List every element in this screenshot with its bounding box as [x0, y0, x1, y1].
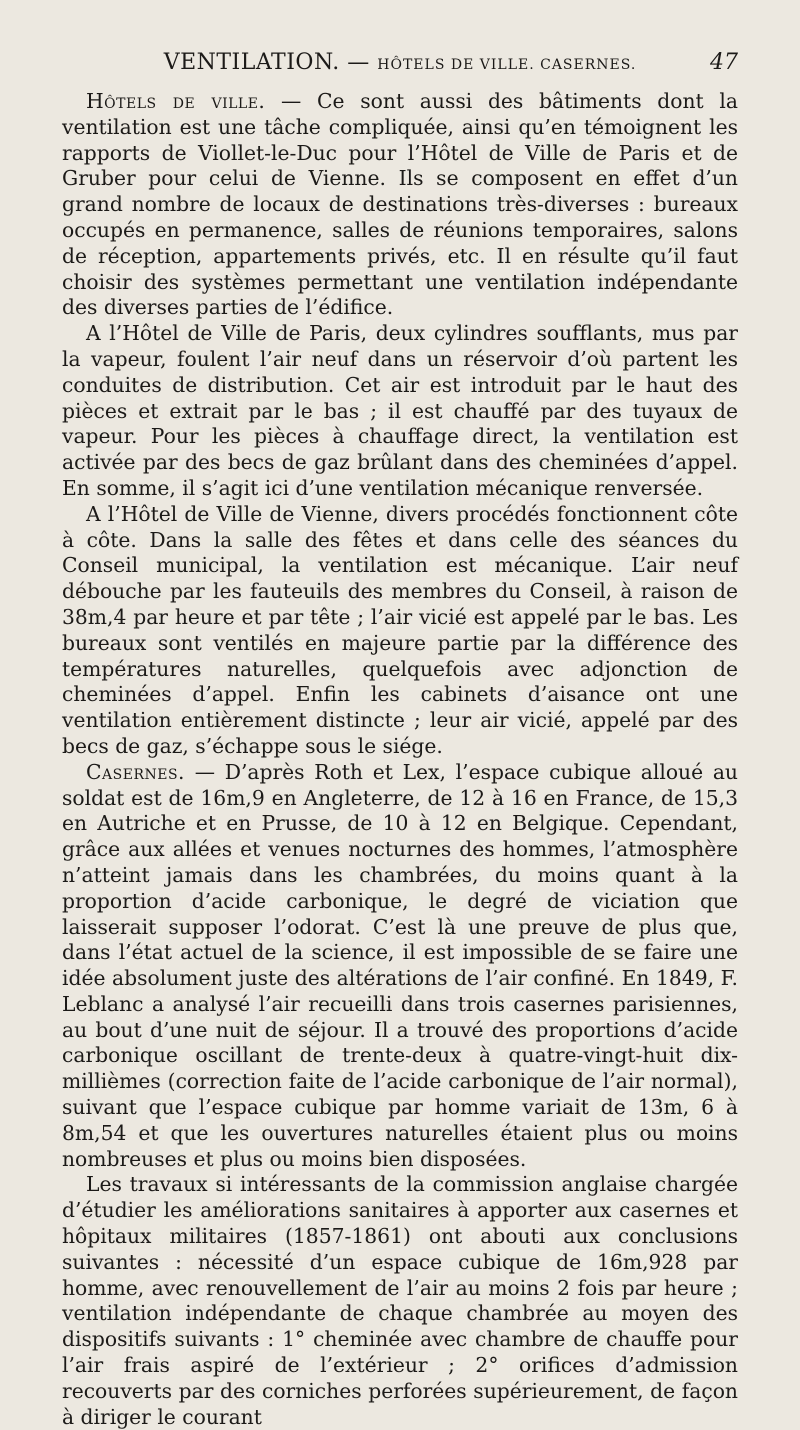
- paragraph-hotels-de-ville: [62, 89, 738, 321]
- body-text: [62, 89, 738, 1430]
- running-head: [62, 44, 738, 85]
- paragraph-vienne: [62, 502, 738, 760]
- paragraph-casernes: [62, 760, 738, 1173]
- page-number: 47: [710, 50, 738, 75]
- paragraph-text: — D’après Roth et Lex, l’espace cubique alloué au soldat est de 16m,9 en Angleterre, de 12 à 16 en France, de 15,3 en Autriche et en Prusse, de 10 à 12 en Belgique. Cependant, grâce aux allées et venues nocturnes des hommes, l’atmosphère n’atteint jamais dans les chambrées, du moins quant à la proportion d’acide carbonique, le degré de viciation que laisserait supposer l’odorat. C’est là une preuve de plus que, dans l’état actuel de la science, il est impossible de se faire une idée absolument juste des altérations de l’air confiné. En 1849, F. Leblanc a analysé l’air recueilli dans trois casernes parisiennes, au bout d’une nuit de séjour. Il a trouvé des proportions d’acide carbonique oscillant de trente-deux à quatre-vingt-huit dix-millièmes (correction faite de l’acide carbonique de l’air normal), suivant que l’espace cubique par homme variait de 13m, 6 à 8m,54 et que les ouvertures naturelles étaient plus ou moins nombreuses et plus ou moins bien disposées.: [62, 759, 738, 1171]
- section-lead-casernes: Casernes.: [86, 759, 185, 784]
- paragraph-text: Les travaux si intéressants de la commission anglaise chargée d’étudier les améliorations sanitaires à apporter aux casernes et hôpitaux militaires (1857-1861) ont abouti aux conclusions suivantes : nécessité d’un espace cubique de 16m,928 par homme, avec renouvellement de l’air au moins 2 fois par heure ; ventilation indépendante de chaque chambrée au moyen des dispositifs suivants : 1° cheminée avec chambre de chauffe pour l’air frais aspiré de l’extérieur ; 2° orifices d’admission recouverts par des corniches perforées supérieurement, de façon à diriger le courant: [62, 1172, 738, 1429]
- paragraph-commission: [62, 1172, 738, 1430]
- paragraph-text: A l’Hôtel de Ville de Paris, deux cylindres soufflants, mus par la vapeur, foulent l’air neuf dans un réservoir d’où partent les conduites de distribution. Cet air est introduit par le haut des pièces et extrait par le bas ; il est chauffé par des tuyaux de vapeur. Pour les pièces à chauffage direct, la ventilation est activée par des becs de gaz brûlant dans des cheminées d’appel. En somme, il s’agit ici d’une ventilation mécanique renversée.: [62, 321, 738, 500]
- paragraph-paris: [62, 321, 738, 502]
- running-title-sub: HÔTELS DE VILLE. CASERNES.: [377, 57, 637, 73]
- section-lead-hotels-de-ville: Hôtels de ville.: [86, 89, 266, 113]
- running-title-main: VENTILATION.: [163, 50, 340, 75]
- running-title-dash: —: [339, 50, 378, 75]
- paragraph-text: — Ce sont aussi des bâtiments dont la ventilation est une tâche compliquée, ainsi qu’en témoignent les rapports de Viollet-le-Duc pour l’Hôtel de Ville de Paris et de Gruber pour celui de Vienne. Ils se composent en effet d’un grand nombre de locaux de destinations très-diverses : bureaux occupés en permanence, salles de réunions temporaires, salons de réception, appartements privés, etc. Il en résulte qu’il faut choisir des systèmes permettant une ventilation indépendante des diverses parties de l’édifice.: [62, 89, 738, 320]
- paragraph-text: A l’Hôtel de Ville de Vienne, divers procédés fonctionnent côte à côte. Dans la salle des fêtes et dans celle des séances du Conseil municipal, la ventilation est mécanique. L’air neuf débouche par les fauteuils des membres du Conseil, à raison de 38m,4 par heure et par tête ; l’air vicié est appelé par le bas. Les bureaux sont ventilés en majeure partie par la différence des températures naturelles, quelquefois avec adjonction de cheminées d’appel. Enfin les cabinets d’aisance ont une ventilation entièrement distincte ; leur air vicié, appelé par des becs de gaz, s’échappe sous le siége.: [62, 501, 738, 758]
- running-title: [62, 50, 738, 75]
